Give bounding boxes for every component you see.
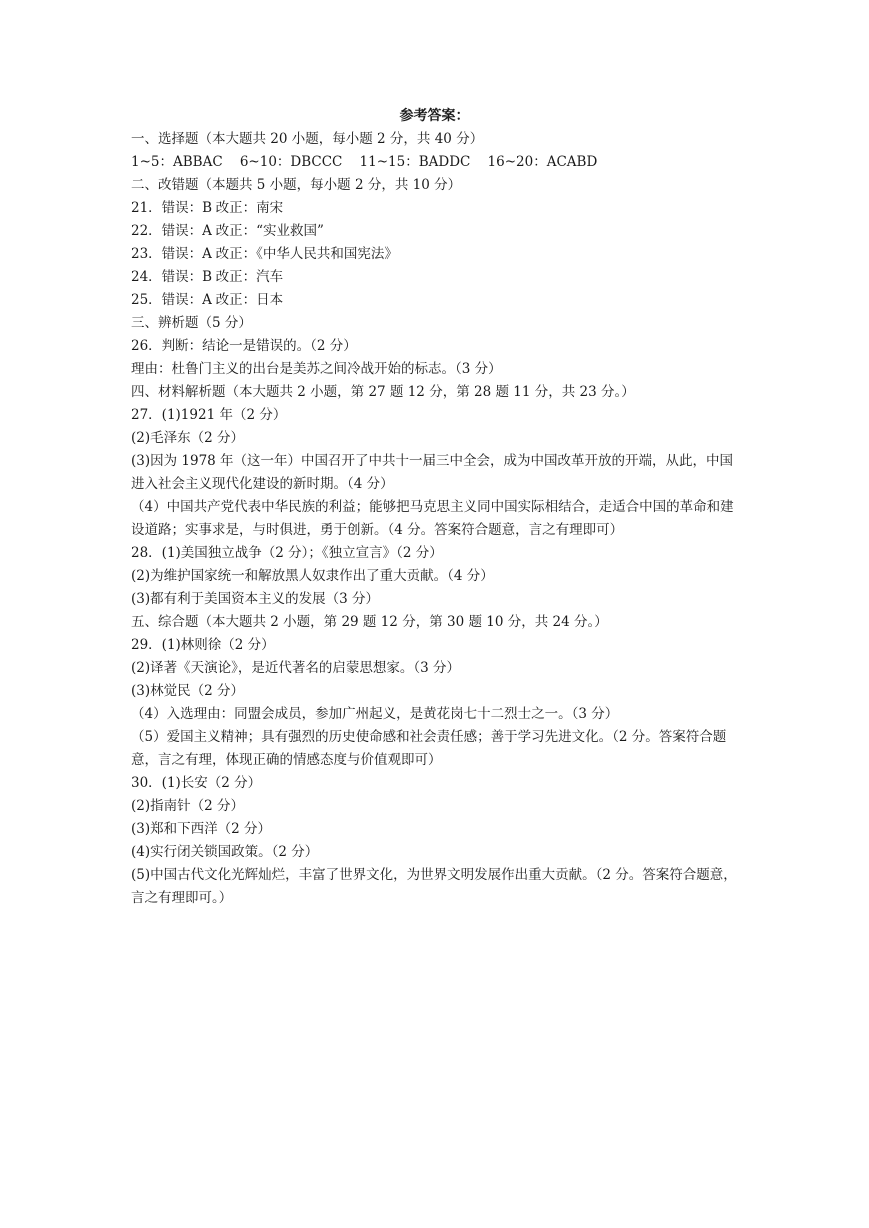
section-heading-correction: 二、改错题（本题共 5 小题，每小题 2 分，共 10 分）	[131, 177, 462, 193]
answer-23	[131, 243, 741, 266]
answer-29-5: （5）爱国主义精神；具有强烈的历史使命感和社会责任感；善于学习先进文化。（2 分。答案符合题意，言之有理，体现正确的情感态度与价值观即可）	[131, 729, 727, 768]
answer-29-4: （4）入选理由：同盟会成员，参加广州起义，是黄花岗七十二烈士之一。（3 分）	[131, 706, 619, 722]
answer-24-error: 24．错误：B	[131, 269, 213, 285]
answer-24-fix: 改正：汽车	[215, 269, 284, 285]
answer-30-5: (5)中国古代文化光辉灿烂，丰富了世界文化，为世界文明发展作出重大贡献。（2 分。答案符合题意，言之有理即可。）	[131, 867, 737, 906]
answer-23-error: 23．错误：A	[131, 246, 212, 262]
section-heading-comprehensive: 五、综合题（本大题共 2 小题，第 29 题 12 分，第 30 题 10 分，共 24 分。）	[131, 614, 608, 630]
answer-27-1: 27．(1)1921 年（2 分）	[131, 407, 287, 423]
answer-22-fix: 改正：“实业救国”	[215, 223, 324, 239]
answer-30-3: (3)郑和下西洋（2 分）	[131, 821, 272, 837]
choice-answers: 1~5：ABBAC 6~10：DBCCC 11~15：BADDC 16~20：ACABD	[131, 154, 598, 170]
answer-21-fix: 改正：南宋	[215, 200, 284, 216]
section-heading-analysis: 三、辨析题（5 分）	[131, 315, 252, 331]
answer-28-3: (3)都有利于美国资本主义的发展（3 分）	[131, 591, 380, 607]
answer-22	[131, 220, 741, 243]
answer-24	[131, 266, 741, 289]
answer-26-judgement: 26．判断：结论一是错误的。（2 分）	[131, 338, 357, 354]
answer-29-2: (2)译著《天演论》，是近代著名的启蒙思想家。（3 分）	[131, 660, 461, 676]
answer-body	[131, 128, 741, 910]
answer-27-4: （4）中国共产党代表中华民族的利益；能够把马克思主义同中国实际相结合，走适合中国的革命和建设道路；实事求是，与时俱进，勇于创新。（4 分。答案符合题意，言之有理即可）	[131, 499, 734, 538]
answer-26-reason: 理由：杜鲁门主义的出台是美苏之间冷战开始的标志。（3 分）	[131, 361, 502, 377]
page-title: 参考答案：	[399, 108, 470, 124]
answer-30-1: 30．(1)长安（2 分）	[131, 775, 262, 791]
answer-25	[131, 289, 741, 312]
answer-29-1: 29．(1)林则徐（2 分）	[131, 637, 275, 653]
answer-28-1: 28．(1)美国独立战争（2 分）；《独立宣言》（2 分）	[131, 545, 443, 561]
section-heading-choice: 一、选择题（本大题共 20 小题，每小题 2 分，共 40 分）	[131, 131, 484, 147]
answer-21-error: 21．错误：B	[131, 200, 213, 216]
answer-29-3: (3)林觉民（2 分）	[131, 683, 245, 699]
answer-27-2: (2)毛泽东（2 分）	[131, 430, 245, 446]
answer-25-fix: 改正：日本	[215, 292, 284, 308]
answer-22-error: 22．错误：A	[131, 223, 212, 239]
answer-27-3: (3)因为 1978 年（这一年）中国召开了中共十一届三中全会，成为中国改革开放的开端，从此，中国进入社会主义现代化建设的新时期。（4 分）	[131, 453, 734, 492]
answer-21	[131, 197, 741, 220]
answer-23-fix: 改正：《中华人民共和国宪法》	[215, 246, 398, 262]
answer-30-4: (4)实行闭关锁国政策。（2 分）	[131, 844, 319, 860]
answer-28-2: (2)为维护国家统一和解放黑人奴隶作出了重大贡献。（4 分）	[131, 568, 494, 584]
section-heading-material: 四、材料解析题（本大题共 2 小题，第 27 题 12 分，第 28 题 11 分，共 23 分。）	[131, 384, 635, 400]
answer-30-2: (2)指南针（2 分）	[131, 798, 245, 814]
answer-25-error: 25．错误：A	[131, 292, 212, 308]
